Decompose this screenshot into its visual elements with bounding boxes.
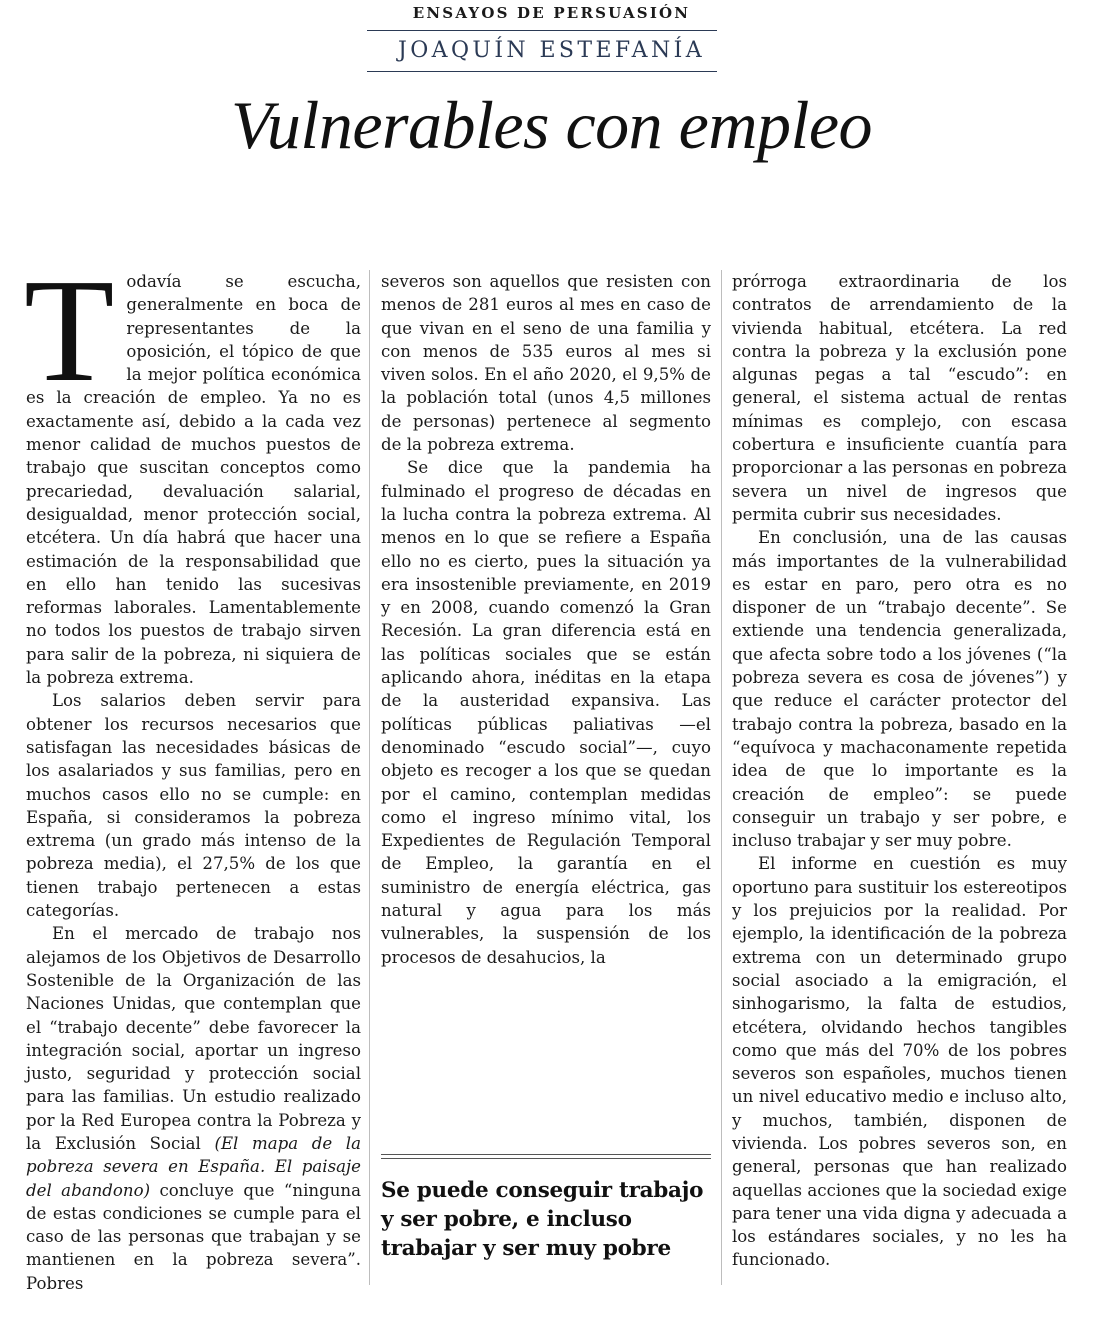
- paragraph-2: Los salarios deben servir para obtener los recursos necesarios que satisfagan las necesidades básicas de los asalariados y sus familias, pero en muchos casos ello no se cumple: en España, si consideramos la pobreza extrema (un grado más intenso de la pobreza media), el 27,5% de los que tienen trabajo pertenecen a estas categorías.: [26, 691, 361, 921]
- pullquote-rule: [381, 1154, 711, 1159]
- paragraph-8: El informe en cuestión es muy oportuno para sustituir los estereotipos y los prejuicios por la realidad. Por ejemplo, la identificación de la pobreza extrema con un determinado grupo social asociado a la emigración, el sinhogarismo, la falta de estudios, etcétera, olvidando hechos tangibles como que más del 70% de los pobres severos son españoles, muchos tienen un nivel educativo medio e incluso alto, y muchos, también, disponen de vivienda. Los pobres severos son, en general, personas que han realizado aquellas acciones que la sociedad exige para tener una vida digna y adecuada a los estándares sociales, y no les ha funcionado.: [732, 854, 1067, 1270]
- author-divider: [367, 71, 717, 72]
- paragraph-1: [24, 249, 361, 689]
- pullquote: Se puede conseguir trabajo y ser pobre, e incluso trabajar y ser muy pobre: [381, 1178, 704, 1261]
- article-column-3: [732, 270, 1067, 1272]
- paragraph-3: [26, 922, 361, 1295]
- paragraph-3-text-b: concluye que “ninguna de estas condiciones se cumple para el caso de las personas que trabajan y se mantienen en la pobreza severa”. Pobres: [26, 1180, 361, 1293]
- paragraph-3-text-a: En el mercado de trabajo nos alejamos de los Objetivos de Desarrollo Sostenible de la Organización de las Naciones Unidas, que contemplan que el “trabajo decente” debe favorecer la integración social, aportar un ingreso justo, seguridad y protección social para las familias. Un estudio realizado por la Red Europea contra la Pobreza y la Exclusión Social: [26, 924, 361, 1153]
- section-kicker: ENSAYOS DE PERSUASIÓN: [412, 4, 691, 22]
- author-name: JOAQUÍN ESTEFANÍA: [398, 38, 705, 63]
- paragraph-6: prórroga extraordinaria de los contratos de arrendamiento de la vivienda habitual, etcétera. La red contra la pobreza y la exclusión pone algunas pegas a tal “escudo”: en general, el sistema actual de rentas mínimas es complejo, con escasa cobertura e insuficiente cuantía para proporcionar a las personas en pobreza severa un nivel de ingresos que permita cubrir sus necesidades.: [732, 272, 1067, 524]
- article-column-1: [24, 249, 361, 1295]
- paragraph-7: En conclusión, una de las causas más importantes de la vulnerabilidad es estar en paro, pero otra es no disponer de un “trabajo decente”. Se extiende una tendencia generalizada, que afecta sobre todo a los jóvenes (“la pobreza severa es cosa de jóvenes”) y que reduce el carácter protector del trabajo contra la pobreza, basado en la “equívoca y machaconamente repetida idea de que lo importante es la creación de empleo”: se puede conseguir un trabajo y ser pobre, e incluso trabajar y ser muy pobre.: [732, 528, 1067, 851]
- paragraph-5: Se dice que la pandemia ha fulminado el progreso de décadas en la lucha contra la pobreza extrema. Al menos en lo que se refiere a España ello no es cierto, pues la situación ya era insostenible previamente, en 2019 y en 2008, cuando comenzó la Gran Recesión. La gran diferencia está en las políticas sociales que se están aplicando ahora, inéditas en la etapa de la austeridad expansiva. Las políticas públicas paliativas —el denominado “escudo social”—, cuyo objeto es recoger a los que se quedan por el camino, contemplan medidas como el ingreso mínimo vital, los Expedientes de Regulación Temporal de Empleo, la garantía en el suministro de energía eléctrica, gas natural y agua para los más vulnerables, la suspensión de los procesos de desahucios, la: [381, 458, 711, 967]
- report-title: (El mapa de la pobreza severa en España. El paisaje del abandono): [26, 1133, 361, 1200]
- paragraph-1-text: odavía se escucha, generalmente en boca de representantes de la oposición, el tópico de que la mejor política económica es la creación de empleo. Ya no es exactamente así, debido a la cada vez menor calidad de muchos puestos de trabajo que suscitan conceptos como precariedad, devaluación salarial, desigualdad, menor protección social, etcétera. Un día habrá que hacer una estimación de la responsabilidad que en ello han tenido las sucesivas reformas laborales. Lamentablemente no todos los puestos de trabajo sirven para salir de la pobreza, ni siquiera de la pobreza extrema.: [26, 272, 361, 688]
- paragraph-4: severos son aquellos que resisten con menos de 281 euros al mes en caso de que vivan en el seno de una familia y con menos de 535 euros al mes si viven solos. En el año 2020, el 9,5% de la población total (unos 4,5 millones de personas) pertenece al segmento de la pobreza extrema.: [381, 272, 711, 455]
- drop-cap: T: [24, 249, 115, 413]
- column-divider-2: [721, 270, 722, 1285]
- kicker-divider: [367, 30, 717, 31]
- article-headline: Vulnerables con empleo: [230, 87, 873, 163]
- column-divider-1: [369, 270, 370, 1285]
- article-column-2: [381, 270, 711, 969]
